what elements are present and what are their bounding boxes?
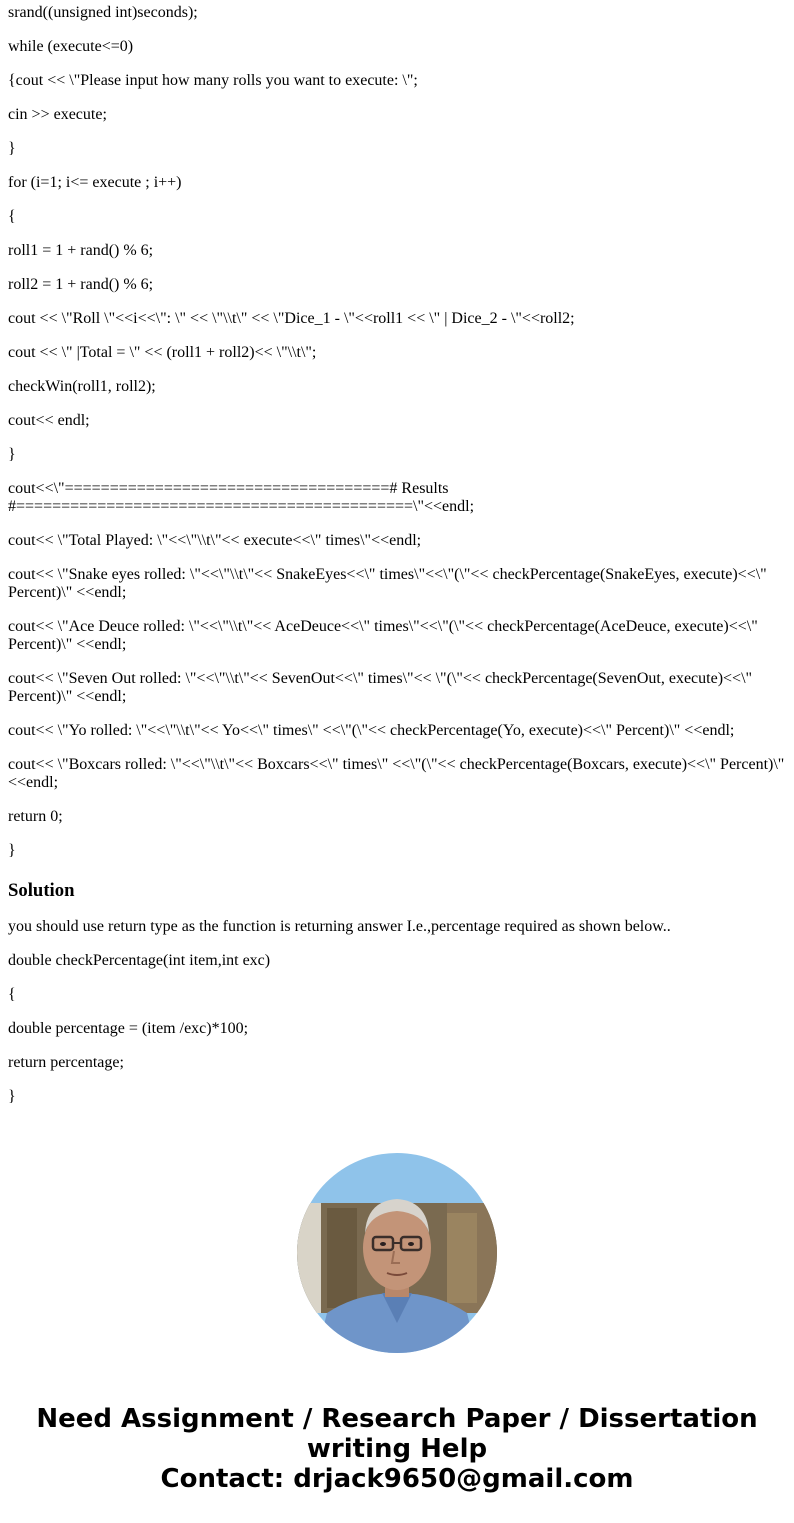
portrait-image <box>297 1153 497 1353</box>
code-line: cout<< endl; <box>8 412 90 429</box>
code-line: while (execute<=0) <box>8 38 134 55</box>
promo-line: Need Assignment / Research Paper / Dissertation <box>36 1404 758 1434</box>
code-line: {cout << \"Please input how many rolls you want to execute: \"; <box>8 72 418 89</box>
code-line: cout<< \"Yo rolled: \"<<\"\\t\"<< Yo<<\" times\" <<\"(\"<< checkPercentage(Yo, execute)<<\" Percent)\" <<endl; <box>8 722 735 739</box>
solution-line: double percentage = (item /exc)*100; <box>8 1020 249 1037</box>
code-line: cin >> execute; <box>8 106 107 123</box>
solution-body <box>8 918 786 1106</box>
code-listing <box>8 4 786 860</box>
code-line: cout<< \"Snake eyes rolled: \"<<\"\\t\"<< SnakeEyes<<\" times\"<<\"(\"<< checkPercentage(SnakeEyes, execute)<<\" Percent)\" <<endl; <box>8 566 767 601</box>
code-line: } <box>8 446 16 463</box>
solution-line: you should use return type as the function is returning answer I.e.,percentage required as shown below.. <box>8 918 671 935</box>
code-line: cout<< \"Boxcars rolled: \"<<\"\\t\"<< Boxcars<<\" times\" <<\"(\"<< checkPercentage(Boxcars, execute)<<\" Percent)\" <<endl; <box>8 756 785 791</box>
code-line: } <box>8 140 16 157</box>
code-line: cout<< \"Total Played: \"<<\"\\t\"<< execute<<\" times\"<<endl; <box>8 532 422 549</box>
code-line: checkWin(roll1, roll2); <box>8 378 156 395</box>
code-line: } <box>8 842 16 859</box>
solution-line: double checkPercentage(int item,int exc) <box>8 952 271 969</box>
solution-line: { <box>8 986 16 1003</box>
promo-contact: Contact: drjack9650@gmail.com <box>160 1464 634 1494</box>
author-photo <box>297 1153 497 1353</box>
code-line: return 0; <box>8 808 63 825</box>
code-line: roll2 = 1 + rand() % 6; <box>8 276 154 293</box>
promo-line: writing Help <box>306 1434 488 1464</box>
solution-heading: Solution <box>8 880 75 901</box>
promo-banner <box>0 1404 794 1494</box>
solution-line: } <box>8 1088 16 1105</box>
code-line: cout<< \"Ace Deuce rolled: \"<<\"\\t\"<< AceDeuce<<\" times\"<<\"(\"<< checkPercentage(AceDeuce, execute)<<\" Percent)\" <<endl; <box>8 618 758 653</box>
solution-line: return percentage; <box>8 1054 124 1071</box>
code-line: { <box>8 208 16 225</box>
code-line: for (i=1; i<= execute ; i++) <box>8 174 182 191</box>
code-line: cout << \"Roll \"<<i<<\": \" << \"\\t\" << \"Dice_1 - \"<<roll1 << \" | Dice_2 - \"<<roll2; <box>8 310 575 327</box>
code-line: cout<<\"====================================# Results #============================================\"<<endl; <box>8 480 475 515</box>
code-line: roll1 = 1 + rand() % 6; <box>8 242 154 259</box>
code-line: srand((unsigned int)seconds); <box>8 4 198 21</box>
code-line: cout << \" |Total = \" << (roll1 + roll2)<< \"\\t\"; <box>8 344 317 361</box>
code-line: cout<< \"Seven Out rolled: \"<<\"\\t\"<< SevenOut<<\" times\"<< \"(\"<< checkPercentage(SevenOut, execute)<<\" Percent)\" <<endl; <box>8 670 753 705</box>
